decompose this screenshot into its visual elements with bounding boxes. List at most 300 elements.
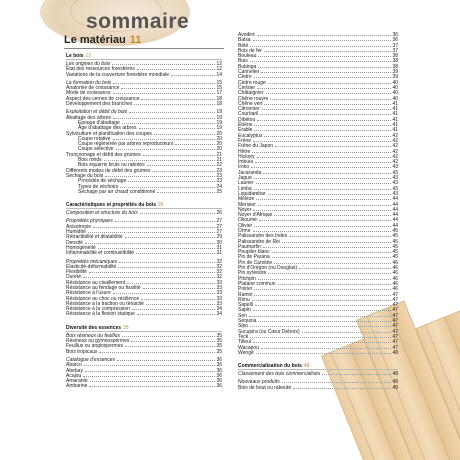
chapter-heading [64, 34, 141, 46]
dot-leader [93, 227, 215, 228]
dot-leader [175, 144, 215, 145]
toc-entry-label: Courbaril [238, 111, 259, 118]
toc-entry-page-number: 42 [392, 153, 398, 160]
toc-entry-page-number: 29 [216, 234, 222, 241]
toc-entry-label: Résineux ou gymnospermes [66, 338, 130, 345]
toc-entry-label: Ambarine [66, 383, 88, 390]
toc-entry-label: Érable [238, 127, 253, 134]
toc-entry-label: Bois de fer [238, 47, 262, 54]
section-page-number: 35 [123, 324, 129, 331]
toc-entry-label: Bois tropicaux [66, 348, 98, 355]
toc-entry-page-number: 41 [392, 100, 398, 107]
toc-entry-page-number: 35 [216, 332, 222, 339]
toc-entry-page-number: 42 [392, 132, 398, 139]
section-page-number: 48 [303, 363, 310, 370]
dot-leader [154, 134, 216, 135]
dot-leader [266, 93, 392, 94]
toc-entry-label: Bubinga [238, 63, 257, 70]
toc-entry-page-number: 45 [392, 243, 398, 250]
toc-entry-label: Développement des branches [66, 101, 133, 108]
toc-entry-page-number: 33 [216, 300, 222, 307]
dot-leader [113, 83, 215, 84]
toc-entry-page-number: 23 [216, 167, 222, 174]
toc-entry-label: Humidité [66, 229, 86, 236]
dot-leader [274, 215, 391, 216]
dot-leader [255, 162, 391, 163]
toc-entry-page-number: 38 [392, 58, 398, 65]
toc-entry-page-number: 42 [392, 143, 398, 150]
dot-leader [254, 77, 392, 78]
toc-entry-label: Teck [238, 333, 249, 340]
dot-leader [263, 247, 392, 248]
dot-leader [113, 93, 216, 94]
dot-leader [259, 220, 392, 221]
toc-entry-page-number: 36 [392, 37, 398, 44]
toc-entry-page-number: 44 [392, 201, 398, 208]
toc-entry-page-number: 19 [216, 119, 222, 126]
toc-entry-page-number: 20 [216, 146, 222, 153]
toc-entry-label: Coupe régénérée par arbres reproducteurs [78, 141, 174, 148]
toc-entry-label: Âge d'abattage des arbres [78, 125, 137, 132]
toc-entry-label: Sapelli [238, 302, 254, 309]
toc-entry-label: Bois équarris bruts ou rabotés [78, 162, 145, 169]
toc-entry-page-number: 33 [216, 290, 222, 297]
dot-leader [257, 120, 391, 121]
dot-leader [254, 295, 391, 296]
section-label: Caractéristiques et propriétés du bois [66, 202, 157, 209]
toc-entry-label: Merisier [238, 201, 256, 208]
toc-entry-page-number: 46 [392, 259, 398, 266]
dot-leader [254, 125, 391, 126]
toc-entry-page-number: 46 [392, 265, 398, 272]
toc-entry-page-number: 47 [392, 302, 398, 309]
dot-leader [258, 321, 391, 322]
dot-leader [83, 376, 215, 377]
dot-leader [264, 136, 391, 137]
toc-entry-label: Dureté [66, 274, 82, 281]
toc-entry-page-number: 36 [216, 383, 222, 390]
toc-entry-page-number: 47 [392, 307, 398, 314]
toc-entry-label: Aspect des cernes de croissance [66, 95, 140, 102]
dot-leader [256, 183, 392, 184]
toc-entry-label: Citronnier [238, 106, 260, 113]
toc-entry-label: Bois de bout ou rabouté [238, 384, 292, 391]
toc-entry-page-number: 40 [392, 79, 398, 86]
toc-entry-page-number: 40 [392, 95, 398, 102]
toc-entry-label: Abattage des arbres [66, 114, 112, 121]
dot-leader [83, 277, 215, 278]
dot-leader [121, 88, 215, 89]
dot-leader [272, 252, 392, 253]
toc-entry-label: Différents modes de débit des grumes [66, 167, 151, 174]
toc-entry-page-number: 20 [216, 141, 222, 148]
toc-entry-label: Olivier [238, 222, 253, 229]
dot-leader [257, 35, 392, 36]
toc-entry-page-number: 32 [216, 274, 222, 281]
toc-entry-label: Frêne [238, 137, 252, 144]
toc-entry-label: Flexibilité [66, 269, 87, 276]
toc-entry-label: Okoumé [238, 217, 257, 224]
toc-entry-label: Chêne vert [238, 100, 263, 107]
dot-leader [140, 213, 216, 214]
dot-leader [258, 205, 392, 206]
toc-entry-label: Sen [238, 312, 247, 319]
section-label: Le bois [66, 53, 84, 59]
toc-entry-page-number: 35 [216, 348, 222, 355]
toc-entry-page-number: 20 [216, 135, 222, 142]
dot-leader [254, 289, 391, 290]
toc-entry-label: Procédés de séchage [78, 178, 127, 185]
dot-leader [125, 346, 215, 347]
toc-entry-page-number: 17 [216, 90, 222, 97]
dot-leader [171, 75, 215, 76]
dot-leader [289, 236, 391, 237]
dot-leader [116, 149, 216, 150]
toc-entry-page-number: 18 [216, 95, 222, 102]
toc-entry-page-number: 44 [392, 206, 398, 213]
toc-entry-page-number: 21 [216, 157, 222, 164]
toc-entry-page-number: 30 [216, 239, 222, 246]
dot-leader [254, 130, 391, 131]
toc-entry-page-number: 43 [392, 175, 398, 182]
toc-entry-label: Poirier [238, 286, 253, 293]
toc-entry-page-number: 45 [392, 233, 398, 240]
toc-entry-label: Résistance à la compression [66, 306, 130, 313]
toc-entry-page-number: 48 [392, 371, 398, 378]
toc-entry-label: Les origines du bois [66, 61, 111, 67]
toc-entry-page-number: 24 [216, 183, 222, 190]
dot-leader [253, 231, 392, 232]
toc-entry-page-number: 46 [392, 280, 398, 287]
toc-entry-page-number: 38 [392, 63, 398, 70]
dot-leader [90, 381, 216, 382]
dot-leader [157, 192, 215, 193]
toc-entry-page-number: 43 [392, 180, 398, 187]
toc-entry-label: Types de séchoirs [78, 183, 119, 190]
toc-entry-label: Feuillus ou angiospermes [66, 343, 123, 350]
dot-leader [141, 99, 215, 100]
section-label: Commercialisation du bois [238, 363, 302, 370]
dot-leader [115, 221, 216, 222]
toc-entry-label: Cèdre rouge [238, 79, 266, 86]
dot-leader [274, 263, 391, 264]
chapter-page-number: 11 [129, 34, 142, 46]
toc-entry-label: Orme [238, 227, 251, 234]
toc-entry-page-number: 42 [392, 137, 398, 144]
toc-entry-label: Rimu [238, 296, 250, 303]
dot-leader [268, 83, 392, 84]
toc-entry-label: Laurier [238, 180, 254, 187]
toc-entry-page-number: 15 [216, 85, 222, 92]
toc-entry-page-number: 47 [392, 339, 398, 346]
dot-leader [131, 341, 215, 342]
toc-entry-page-number: 38 [392, 53, 398, 60]
dot-leader [112, 64, 215, 65]
dot-leader [98, 248, 216, 249]
toc-entry-page-number: 44 [392, 217, 398, 224]
dot-leader [128, 181, 215, 182]
toc-entry-page-number: 19 [216, 109, 222, 116]
toc-entry-page-number: 40 [392, 90, 398, 97]
toc-entry-page-number: 45 [392, 254, 398, 261]
toc-entry-page-number: 48 [392, 349, 398, 356]
toc-entry-page-number: 26 [216, 210, 222, 217]
toc-entry-page-number: 44 [392, 222, 398, 229]
toc-entry-page-number: 43 [392, 164, 398, 171]
dot-leader [253, 342, 392, 343]
toc-entry-page-number: 20 [216, 130, 222, 137]
toc-entry-label: Composition et structure du bois [66, 210, 138, 217]
toc-entry-page-number: 46 [392, 270, 398, 277]
dot-leader [322, 374, 391, 375]
toc-entry-label: Exploitation et débit du bois [66, 109, 128, 116]
dot-leader [293, 388, 391, 389]
toc-entry-label: Pin d'Orégon (ou Douglas) [238, 265, 298, 272]
toc-entry-page-number: 47 [392, 312, 398, 319]
toc-entry-page-number: 41 [392, 122, 398, 129]
dot-leader [256, 353, 392, 354]
toc-entry-page-number: 32 [216, 263, 222, 270]
toc-entry-label: Châtaignier [238, 90, 264, 97]
dot-leader [263, 173, 391, 174]
toc-entry-label: Paumarfin [238, 243, 261, 250]
toc-entry-page-number: 47 [392, 333, 398, 340]
toc-entry-page-number: 12 [216, 66, 222, 73]
dot-leader [113, 139, 216, 140]
toc-entry-label: Cèdre [238, 74, 252, 81]
dot-leader [256, 199, 391, 200]
dot-leader [139, 128, 216, 129]
toc-entry-page-number: 18 [216, 101, 222, 108]
toc-spacer [66, 195, 222, 201]
toc-entry-page-number: 21 [216, 151, 222, 158]
toc-entry-label: Jagua [238, 175, 252, 182]
toc-entry-page-number: 14 [216, 71, 222, 78]
toc-entry-label: Nouveaux produits [238, 379, 280, 386]
toc-entry-page-number: 45 [392, 238, 398, 245]
chapter-title: Le matériau [64, 34, 126, 46]
dot-leader [260, 114, 391, 115]
dot-leader [147, 165, 216, 166]
section-divider [66, 59, 222, 60]
toc-entry-label: Coupe sélective [78, 146, 114, 153]
dot-leader [250, 326, 391, 327]
dot-leader [120, 187, 215, 188]
toc-entry[interactable] [66, 384, 222, 389]
toc-entry-label: Wacapou [238, 344, 259, 351]
dot-leader [113, 118, 215, 119]
dot-leader [254, 226, 391, 227]
toc-entry-page-number: 32 [216, 269, 222, 276]
toc-entry-page-number: 47 [392, 344, 398, 351]
dot-leader [118, 267, 215, 268]
dot-leader [119, 262, 215, 263]
toc-entry-page-number: 36 [216, 372, 222, 379]
toc-entry-label: Tronçonnage et débit des grumes [66, 151, 141, 158]
dot-leader [264, 51, 392, 52]
toc-entry-label: Palissandre de Rio [238, 238, 280, 245]
dot-leader [252, 300, 392, 301]
toc-entry-label: Sipo [238, 323, 249, 330]
dot-leader [275, 146, 391, 147]
toc-entry-page-number: 43 [392, 190, 398, 197]
toc-entry-page-number: 47 [392, 291, 398, 298]
toc-entry-label: Frêne du Japon [238, 143, 274, 150]
dot-leader [132, 309, 216, 310]
toc-entry-page-number: 23 [216, 178, 222, 185]
toc-entry-label: Résistance à la traction ou ténacité [66, 300, 144, 307]
dot-leader [134, 104, 215, 105]
dot-leader [85, 371, 215, 372]
toc-entry-page-number: 35 [216, 338, 222, 345]
toc-entry-label: Bois ronds [78, 157, 102, 164]
toc-entry-label: Imbuia [238, 159, 254, 166]
toc-entry-label: Chêne rouvre [238, 95, 269, 102]
toc-spacer [238, 356, 398, 362]
toc-entry-page-number: 32 [216, 258, 222, 265]
toc-entry-label: Inflammabilité et combustibilité [66, 250, 135, 257]
section-page-number: 26 [158, 202, 164, 209]
toc-entry-label: Hickory [238, 153, 255, 160]
dot-leader [258, 56, 391, 57]
dot-leader [257, 88, 391, 89]
toc-entry-page-number: 40 [392, 84, 398, 91]
dot-leader [268, 194, 392, 195]
dot-leader [257, 157, 392, 158]
section-divider [66, 331, 222, 332]
dot-leader [252, 152, 391, 153]
toc-entry-label: Liquidambar [238, 190, 266, 197]
toc-entry-label: Wengé [238, 349, 254, 356]
toc-entry-label: Sylviculture et planification des coupes [66, 130, 152, 137]
toc-entry-label: Cannelier [238, 69, 260, 76]
toc-entry-page-number: 36 [216, 362, 222, 369]
toc-entry-label: Mode de croissance [66, 90, 111, 97]
dot-leader [250, 46, 391, 47]
toc-entry-page-number: 41 [392, 116, 398, 123]
dot-leader [254, 189, 392, 190]
toc-entry-label: Classement des bois commercialisés [238, 371, 321, 378]
toc-entry-label: Jacaranda [238, 169, 262, 176]
toc-entry-label: Densité [66, 239, 83, 246]
toc-entry-label: Propriétés mécaniques [66, 258, 118, 265]
toc-entry-label: Pin de Caroline [238, 259, 273, 266]
toc-entry-label: Anisotropie [66, 223, 92, 230]
toc-entry-page-number: 19 [216, 114, 222, 121]
toc-entry-page-number: 25 [216, 188, 222, 195]
chapter-divider [64, 48, 224, 49]
toc-entry-page-number: 44 [392, 212, 398, 219]
toc-entry-label: Abebay [66, 367, 83, 374]
toc-entry-page-number: 23 [216, 172, 222, 179]
toc-entry-label: Limba [238, 185, 252, 192]
dot-leader [251, 167, 391, 168]
toc-entry-label: Coupe rotative [78, 135, 111, 142]
toc-entry-page-number: 34 [216, 311, 222, 318]
dot-leader [255, 305, 391, 306]
page-title: sommaire [86, 10, 190, 33]
dot-leader [250, 337, 391, 338]
dot-leader [122, 336, 216, 337]
dot-leader [88, 232, 216, 233]
toc-entry-page-number: 47 [392, 318, 398, 325]
toc-entry-page-number: 36 [392, 32, 398, 38]
dot-leader [282, 242, 391, 243]
toc-entry-page-number: 46 [392, 275, 398, 282]
toc-entry-page-number: 46 [392, 286, 398, 293]
dot-leader [264, 104, 391, 105]
toc-entry-page-number: 39 [392, 69, 398, 76]
dot-leader [136, 253, 215, 254]
toc-entry-page-number: 15 [216, 79, 222, 86]
dot-leader [258, 279, 392, 280]
dot-leader [262, 109, 392, 110]
toc-entry-label: Pitchpin [238, 275, 256, 282]
toc-entry-label: Abarco [66, 362, 82, 369]
toc-entry-label: Résistance à la flexion statique [66, 311, 135, 318]
dot-leader [254, 178, 392, 179]
toc-entry-page-number: 33 [216, 284, 222, 291]
toc-entry[interactable] [238, 386, 398, 391]
section-label: Diversité des essences [66, 324, 122, 331]
dot-leader [272, 257, 392, 258]
toc-entry-label: Résistance au fendage ou fissilité [66, 284, 141, 291]
dot-leader [268, 273, 391, 274]
dot-leader [89, 386, 215, 387]
dot-leader [137, 69, 216, 70]
toc-entry-page-number: 36 [216, 367, 222, 374]
section-divider [238, 369, 398, 370]
dot-leader [113, 293, 216, 294]
toc-entry-page-number: 37 [392, 47, 398, 54]
toc-entry-label: Bois résineux ou feuillus [66, 332, 120, 339]
toc-entry-label: Dibétou [238, 116, 256, 123]
toc-entry-label: Résistance au choc ou résilience [66, 295, 140, 302]
toc-entry-page-number: 45 [392, 227, 398, 234]
toc-entry-label: Résistance au cisaillement [66, 279, 126, 286]
dot-leader [261, 72, 391, 73]
toc-entry-label: Cerisier [238, 84, 256, 91]
toc-entry-page-number: 47 [392, 296, 398, 303]
toc-entry-page-number: 36 [216, 356, 222, 363]
dot-leader [258, 67, 391, 68]
dot-leader [141, 299, 215, 300]
section-divider [66, 208, 222, 209]
toc-entry-label: Peuplier blanc [238, 249, 270, 256]
toc-entry-page-number: 33 [216, 295, 222, 302]
dot-leader [84, 365, 216, 366]
toc-entry-label: Iroko [238, 164, 250, 171]
toc-entry-page-number: 41 [392, 111, 398, 118]
toc-entry-label: Palissandre des Indes [238, 233, 288, 240]
toc-spacer [66, 318, 222, 324]
toc-entry-label: Mélèze [238, 196, 255, 203]
toc-entry-page-number: 39 [392, 74, 398, 81]
toc-entry-page-number: 33 [216, 279, 222, 286]
dot-leader [105, 176, 215, 177]
dot-leader [129, 112, 215, 113]
toc-entry-page-number: 48 [392, 379, 398, 386]
dot-leader [299, 268, 391, 269]
dot-leader [253, 141, 391, 142]
toc-entry-label: Bété [238, 42, 249, 49]
toc-entry-label: Époque d'abattage [78, 119, 120, 126]
toc-entry-label: Sucupira (ou Cœur Dehors) [238, 328, 300, 335]
toc-entry-page-number: 42 [392, 159, 398, 166]
toc-column-left [66, 52, 222, 390]
toc-entry-page-number: 27 [216, 223, 222, 230]
toc-entry-page-number: 31 [216, 244, 222, 251]
